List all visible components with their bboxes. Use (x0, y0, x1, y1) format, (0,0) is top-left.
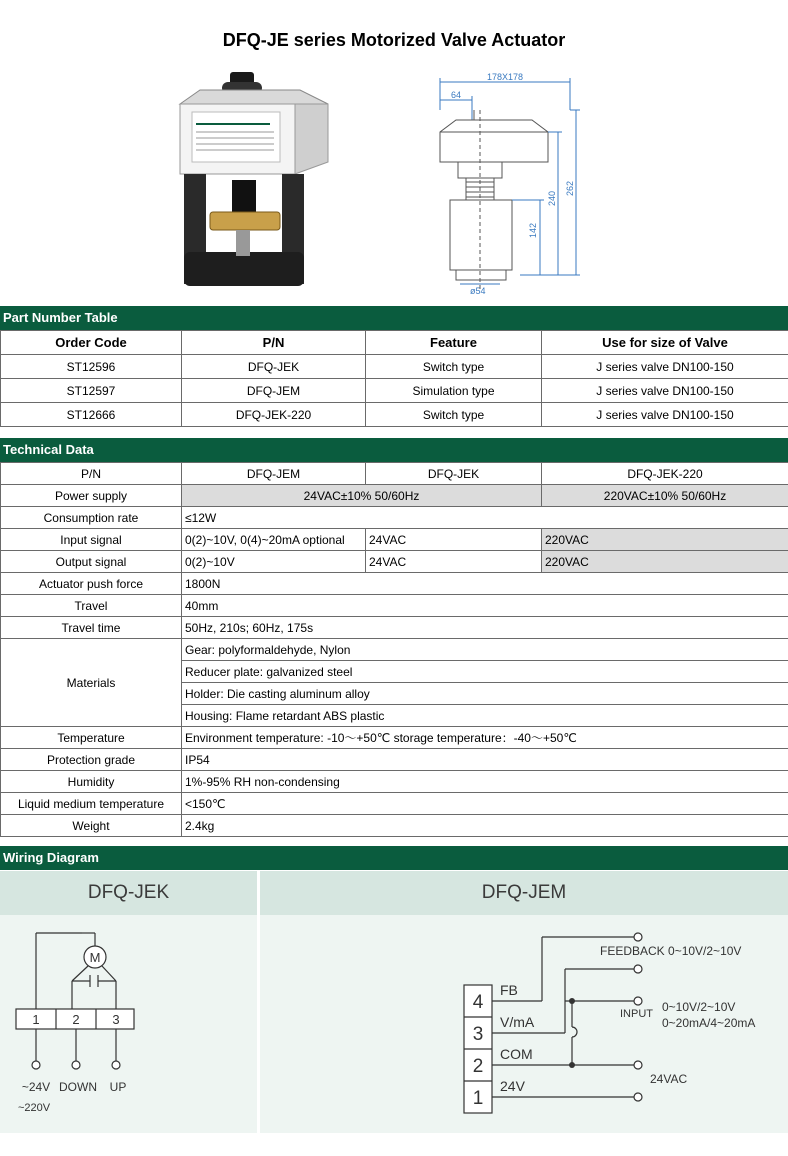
protection-value: IP54 (182, 749, 788, 771)
alt-voltage-label: ~220V (17, 1102, 51, 1114)
dim-64-label: 64 (450, 90, 462, 100)
pn-value: DFQ-JEK-220 (542, 463, 788, 485)
row-label: Materials (1, 639, 182, 727)
part-number-table (0, 330, 788, 427)
output-signal-value: 0(2)~10V (182, 551, 366, 573)
table-row (1, 617, 788, 639)
table-row (1, 727, 788, 749)
consumption-value: ≤12W (182, 507, 788, 529)
table-row (1, 573, 788, 595)
table-row (1, 403, 788, 427)
jem-title: DFQ-JEM (260, 871, 788, 915)
liquid-temp-value: <150℃ (182, 793, 788, 815)
technical-data-table (0, 462, 788, 837)
column-header: Order Code (1, 331, 182, 355)
row-label: Humidity (1, 771, 182, 793)
part-number-table-heading: Part Number Table (0, 306, 788, 330)
row-label: Travel time (1, 617, 182, 639)
table-row (1, 639, 788, 661)
signal-label: FB (500, 982, 518, 998)
terminal-label: 4 (472, 992, 484, 1013)
terminal-function-label: ~24V (21, 1080, 51, 1094)
terminal-label: 3 (472, 1024, 484, 1045)
travel-time-value: 50Hz, 210s; 60Hz, 175s (182, 617, 788, 639)
valve-size-cell: J series valve DN100-150 (542, 355, 788, 379)
row-label: Input signal (1, 529, 182, 551)
row-label: Temperature (1, 727, 182, 749)
table-row (1, 771, 788, 793)
output-signal-value: 220VAC (542, 551, 788, 573)
output-signal-value: 24VAC (366, 551, 542, 573)
row-label: Output signal (1, 551, 182, 573)
table-row (1, 793, 788, 815)
page-title: DFQ-JE series Motorized Valve Actuator (222, 30, 566, 50)
feature-cell: Switch type (366, 355, 542, 379)
table-row (1, 529, 788, 551)
travel-value: 40mm (182, 595, 788, 617)
dimension-drawing (420, 70, 590, 296)
order-code-cell: ST12597 (1, 379, 182, 403)
material-value: Housing: Flame retardant ABS plastic (182, 705, 788, 727)
row-label: Consumption rate (1, 507, 182, 529)
input-signal-value: 0(2)~10V, 0(4)~20mA optional (182, 529, 366, 551)
weight-value: 2.4kg (182, 815, 788, 837)
table-row (1, 551, 788, 573)
table-row (1, 355, 788, 379)
input-current-range: 0~20mA/4~20mA (662, 1016, 756, 1030)
temperature-value: Environment temperature: -10～+50℃ storage temperature：-40～+50℃ (182, 727, 788, 749)
terminal-function-label: UP (109, 1080, 127, 1094)
technical-data-heading: Technical Data (0, 438, 788, 462)
terminal-label: 1 (472, 1088, 484, 1109)
table-row (1, 749, 788, 771)
terminal-label: 3 (112, 1012, 120, 1027)
valve-size-cell: J series valve DN100-150 (542, 403, 788, 427)
column-header: P/N (182, 331, 366, 355)
jem-diagram (260, 915, 788, 1133)
input-label: INPUT (620, 1008, 653, 1020)
input-signal-value: 24VAC (366, 529, 542, 551)
valve-size-cell: J series valve DN100-150 (542, 379, 788, 403)
dim-142-label: 142 (528, 222, 538, 238)
jek-title: DFQ-JEK (0, 871, 257, 915)
column-header: Feature (366, 331, 542, 355)
table-row (1, 815, 788, 837)
power-supply-220v: 220VAC±10% 50/60Hz (542, 485, 788, 507)
terminal-label: 2 (472, 1056, 484, 1077)
column-header: Use for size of Valve (542, 331, 788, 355)
dim-top-label: 178X178 (486, 72, 524, 82)
motor-label: M (89, 950, 101, 965)
row-label: Weight (1, 815, 182, 837)
humidity-value: 1%-95% RH non-condensing (182, 771, 788, 793)
table-row (1, 595, 788, 617)
row-label: Protection grade (1, 749, 182, 771)
pn-value: DFQ-JEM (182, 463, 366, 485)
table-row (1, 463, 788, 485)
supply-label: 24VAC (650, 1072, 688, 1086)
dim-240-label: 240 (547, 190, 557, 206)
signal-label: 24V (500, 1078, 525, 1094)
row-label: Travel (1, 595, 182, 617)
actuator-photo (170, 72, 348, 290)
row-label: Power supply (1, 485, 182, 507)
pn-cell: DFQ-JEK-220 (182, 403, 366, 427)
row-label: Liquid medium temperature (1, 793, 182, 815)
power-supply-24v: 24VAC±10% 50/60Hz (182, 485, 542, 507)
table-header-row (1, 331, 788, 355)
input-voltage-range: 0~10V/2~10V (662, 1000, 736, 1014)
pn-cell: DFQ-JEK (182, 355, 366, 379)
table-row (1, 485, 788, 507)
table-row (1, 507, 788, 529)
material-value: Gear: polyformaldehyde, Nylon (182, 639, 788, 661)
pn-cell: DFQ-JEM (182, 379, 366, 403)
row-label: P/N (1, 463, 182, 485)
feature-cell: Switch type (366, 403, 542, 427)
signal-label: COM (500, 1046, 533, 1062)
table-row (1, 379, 788, 403)
material-value: Holder: Die casting aluminum alloy (182, 683, 788, 705)
terminal-function-label: DOWN (59, 1080, 97, 1094)
terminal-label: 2 (72, 1012, 80, 1027)
terminal-label: 1 (32, 1012, 40, 1027)
feature-cell: Simulation type (366, 379, 542, 403)
push-force-value: 1800N (182, 573, 788, 595)
order-code-cell: ST12666 (1, 403, 182, 427)
wiring-diagram-heading: Wiring Diagram (0, 846, 788, 870)
dim-262-label: 262 (565, 180, 575, 196)
dim-base-label: ø54 (470, 286, 486, 296)
feedback-label: FEEDBACK 0~10V/2~10V (600, 944, 742, 958)
material-value: Reducer plate: galvanized steel (182, 661, 788, 683)
input-signal-value: 220VAC (542, 529, 788, 551)
wiring-diagram (0, 871, 788, 1133)
pn-value: DFQ-JEK (366, 463, 542, 485)
row-label: Actuator push force (1, 573, 182, 595)
signal-label: V/mA (500, 1014, 535, 1030)
jek-diagram (0, 915, 257, 1133)
order-code-cell: ST12596 (1, 355, 182, 379)
